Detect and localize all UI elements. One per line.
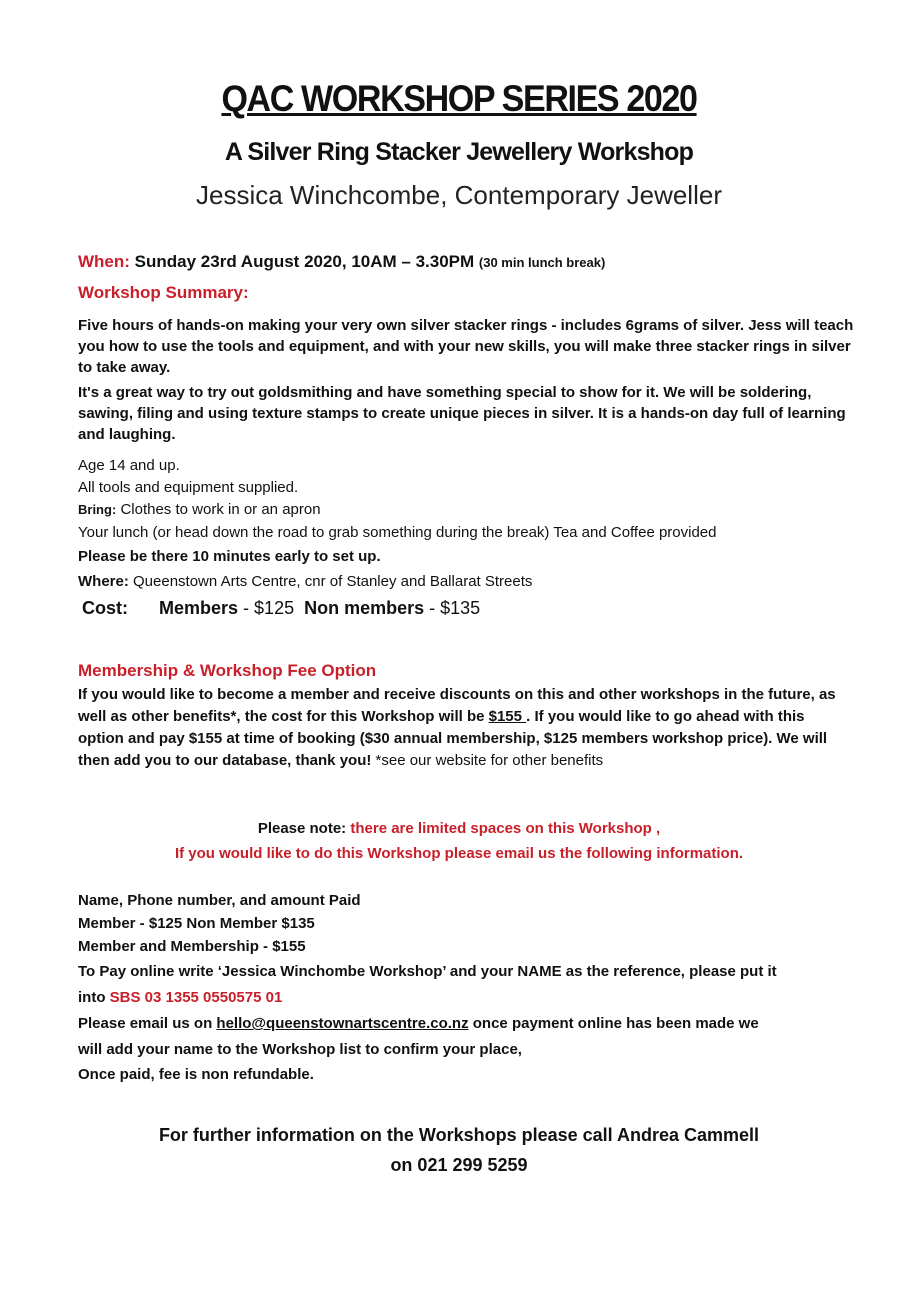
further-info-phone: on 021 299 5259 bbox=[390, 1155, 528, 1175]
lunch-line: Your lunch (or head down the road to grab something during the break) Tea and Coffee provided bbox=[78, 524, 717, 541]
when-value: Sunday 23rd August 2020, 10AM – 3.30PM bbox=[134, 252, 475, 271]
booking-line-2: Member - $125 Non Member $135 bbox=[78, 915, 315, 932]
workshop-title: A Silver Ring Stacker Jewellery Workshop bbox=[224, 138, 694, 166]
notice-label: Please note: bbox=[257, 820, 351, 837]
cost-label: Cost: bbox=[82, 598, 128, 618]
notice-line-1 bbox=[0, 820, 918, 837]
where-value: Queenstown Arts Centre, cnr of Stanley and Ballarat Streets bbox=[128, 573, 533, 590]
membership-text-c: *see our website for other benefits bbox=[371, 752, 604, 769]
membership-paragraph bbox=[78, 684, 838, 772]
email-link[interactable]: hello@queenstownartscentre.co.nz bbox=[216, 1015, 469, 1032]
booking-account-line bbox=[78, 987, 282, 1008]
summary-paragraph-1: Five hours of hands-on making your very own silver stacker rings - includes 6grams of silver. Jess will teach you how to use the tools and equipment, and with your new skills, you will make three stacker rings in silver to take away. bbox=[78, 317, 854, 376]
email-pre: Please email us on bbox=[78, 1015, 217, 1032]
series-title: QAC WORKSHOP SERIES 2020 bbox=[221, 78, 697, 119]
when-note: (30 min lunch break) bbox=[478, 255, 606, 270]
booking-line-6: will add your name to the Workshop list to confirm your place, bbox=[78, 1041, 522, 1058]
where-label: Where: bbox=[78, 573, 129, 590]
booking-line-1: Name, Phone number, and amount Paid bbox=[78, 892, 361, 909]
further-info-line-1: For further information on the Workshops please call Andrea Cammell bbox=[158, 1125, 760, 1145]
bring-line bbox=[78, 499, 321, 520]
members-label: Members bbox=[159, 598, 239, 618]
age-line: Age 14 and up. bbox=[78, 457, 180, 474]
into-label: into bbox=[78, 989, 110, 1006]
when-label: When: bbox=[78, 252, 130, 271]
non-members-price: - $135 bbox=[424, 598, 481, 618]
booking-line-7: Once paid, fee is non refundable. bbox=[78, 1066, 314, 1083]
membership-text-b: . If you would like to go ahead with this option and pay $155 at time of booking ($30 annual membership, $125 members workshop price). We will then add you to our database, thank you! bbox=[78, 708, 828, 769]
notice-text-1: there are limited spaces on this Workshop , bbox=[350, 820, 661, 837]
membership-text-a: If you would like to become a member and receive discounts on this and other workshops in the future, as well as other benefits*, the cost for this Workshop will be bbox=[78, 686, 836, 725]
booking-line-3: Member and Membership - $155 bbox=[78, 938, 306, 955]
when-line bbox=[78, 252, 605, 272]
bank-account: SBS 03 1355 0550575 01 bbox=[109, 989, 283, 1006]
email-post: once payment online has been made we bbox=[468, 1015, 759, 1032]
booking-email-line bbox=[78, 1013, 759, 1034]
summary-paragraph-2: It's a great way to try out goldsmithing and have something special to show for it. We will be soldering, sawing, filing and using texture stamps to create unique pieces in silver. It is a hands-on day full of learning and laughing. bbox=[78, 384, 846, 443]
non-members-label: Non members bbox=[304, 598, 425, 618]
where-line bbox=[78, 571, 532, 592]
tools-line: All tools and equipment supplied. bbox=[78, 479, 299, 496]
bring-value: Clothes to work in or an apron bbox=[116, 501, 321, 518]
early-line: Please be there 10 minutes early to set up. bbox=[78, 548, 381, 565]
notice-line-2: If you would like to do this Workshop please email us the following information. bbox=[174, 845, 744, 862]
booking-line-4: To Pay online write ‘Jessica Winchombe Workshop’ and your NAME as the reference, please put it bbox=[78, 963, 777, 980]
membership-price: $155 bbox=[488, 708, 527, 725]
membership-heading: Membership & Workshop Fee Option bbox=[78, 661, 377, 680]
bring-label: Bring: bbox=[78, 502, 117, 517]
further-info bbox=[0, 1120, 918, 1180]
members-price: - $125 bbox=[238, 598, 295, 618]
cost-line bbox=[82, 598, 480, 619]
summary-heading: Workshop Summary: bbox=[78, 283, 249, 302]
instructor-byline: Jessica Winchcombe, Contemporary Jeweller bbox=[196, 180, 722, 210]
